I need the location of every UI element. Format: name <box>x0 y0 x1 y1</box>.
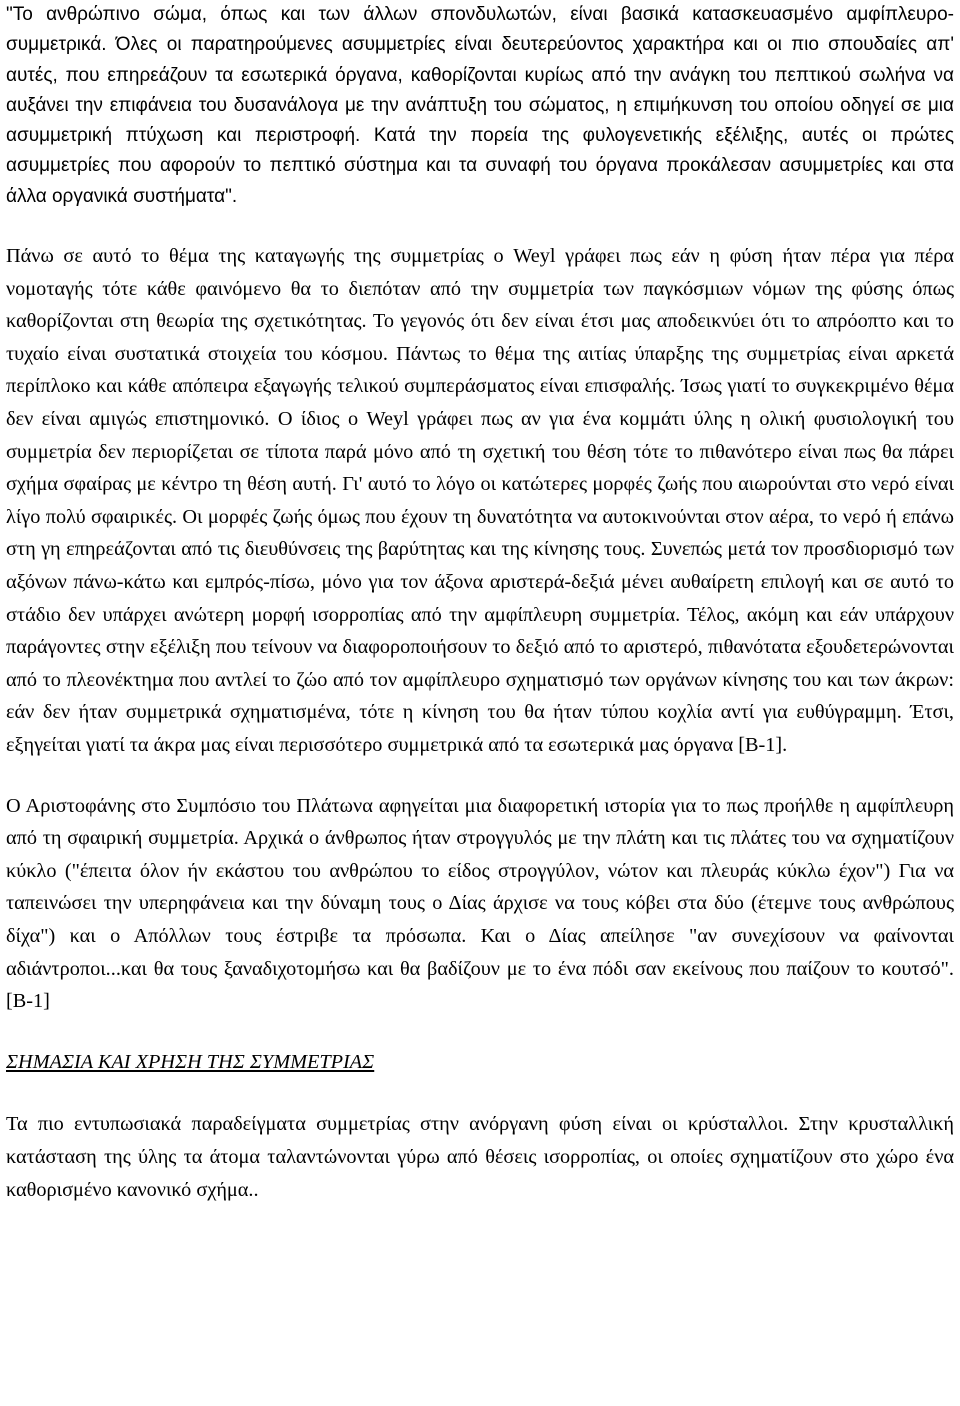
crystals-paragraph: Τα πιο εντυπωσιακά παραδείγματα συμμετρίας στην ανόργανη φύση είναι οι κρύσταλλοι. Στην κρυσταλλική κατάσταση της ύλης τα άτομα ταλαντώνονται γύρω από θέσεις ισορροπίας, οι οποίες σχηματίζουν στο χώρο ένα καθορισμένο κανονικό σχήμα.. <box>6 1113 954 1201</box>
section-heading: ΣΗΜΑΣΙΑ ΚΑΙ ΧΡΗΣΗ ΤΗΣ ΣΥΜΜΕΤΡΙΑΣ <box>6 1050 375 1073</box>
aristophanes-paragraph: Ο Αριστοφάνης στο Συμπόσιο του Πλάτωνα αφηγείται μια διαφορετική ιστορία για το πως προήλθε η αμφίπλευρη από τη σφαιρική συμμετρία. Αρχικά ο άνθρωπος ήταν στρογγυλός με την πλάτη και τις πλάτες του να σχηματίζουν κύκλο ("έπειτα όλον ήν εκάστου του ανθρώπου το είδος στρογγύλον, νώτον και πλευράς κύκλω έχον") Για να ταπεινώσει την υπερηφάνεια και την δύναμη τους ο Δίας άρχισε να τους κόβει στα δύο (έτεμνε τους ανθρώπους δίχα") και ο Απόλλων τους έστριβε τα πρόσωπα. Και ο Δίας απείλησε "αν συνεχίσουν να φαίνονται αδιάντροποι...και θα τους ξαναδιχοτομήσω και θα βαδίζουν με το ένα πόδι σαν εκείνους που παίζουν το κουτσό".[Β-1] <box>6 794 954 1013</box>
quoted-paragraph: "Το ανθρώπινο σώμα, όπως και των άλλων σπονδυλωτών, είναι βασικά κατασκευασμένο αμφίπλευρο-συμμετρικά. Όλες οι παρατηρούμενες ασυμμετρίες είναι δευτερεύοντος χαρακτήρα και οι πιο σπουδαίες απ' αυτές, που επηρεάζουν τα εσωτερικά όργανα, καθορίζονται κυρίως από την ανάγκη του πεπτικού σωλήνα να αυξάνει την επιφάνεια του δυσανάλογα με την ανάπτυξη του σώματος, η επιμήκυνση του οποίου οδηγεί σε μια ασυμμετρική πτύχωση και περιστροφή. Κατά την πορεία της φυλογενετικής εξέλιξης, αυτές οι πρώτες ασυμμετρίες που αφορούν το πεπτικό σύστημα και τα συναφή του όργανα προκάλεσαν ασυμμετρίες και στα άλλα οργανικά συστήματα". <box>6 4 954 207</box>
weyl-paragraph: Πάνω σε αυτό το θέμα της καταγωγής της συμμετρίας ο Weyl γράφει πως εάν η φύση ήταν πέρα για πέρα νομοταγής τότε κάθε φαινόμενο θα το διεπόταν από την συμμετρία των παγκόσμιων νόμων της φύσης όπως καθορίζονται στη θεωρία της σχετικότητας. Το γεγονός ότι δεν είναι έτσι μας αποδεικνύει ότι το απρόοπτο και το τυχαίο είναι συστατικά στοιχεία του κόσμου. Πάντως το θέμα της αιτίας ύπαρξης της συμμετρίας είναι αρκετά περίπλοκο και κάθε απόπειρα εξαγωγής τελικού συμπεράσματος είναι επισφαλής. Ίσως γιατί το συγκεκριμένο θέμα δεν είναι αμιγώς επιστημονικό. Ο ίδιος ο Weyl γράφει πως αν για ένα κομμάτι ύλης η ολική φυσιολογική του συμμετρία δεν περιορίζεται σε τίποτα παρά μόνο από τη σχετική του θέση τότε το πιθανότερο είναι πως θα πάρει σχήμα σφαίρας με κέντρο τη θέση αυτή. Γι' αυτό το λόγο οι κατώτερες μορφές ζωής που αιωρούνται στο νερό είναι λίγο πολύ σφαιρικές. Οι μορφές ζωής όμως που έχουν τη δυνατότητα να αυτοκινούνται στον αέρα, το νερό ή επάνω στη γη επηρεάζονται από τις διευθύνσεις της βαρύτητας και της κίνησης τους. Συνεπώς μετά τον προσδιορισμό των αξόνων πάνω-κάτω και εμπρός-πίσω, μόνο για τον άξονα αριστερά-δεξιά μένει αυθαίρετη επιλογή και σε αυτό το στάδιο δεν υπάρχει ανώτερη μορφή ισορροπίας από την αμφίπλευρη συμμετρία. Τέλος, ακόμη και εάν υπάρχουν παράγοντες στην εξέλιξη που τείνουν να διαφοροποιήσουν το δεξιό από το αριστερό, πιθανότατα εξουδετερώνονται από το πλεονέκτημα που αντλεί το ζώο από τον αμφίπλευρο σχηματισμό των οργάνων κίνησης του και των άκρων: εάν δεν ήταν συμμετρικά σχηματισμένα, τότε η κίνηση του θα ήταν τύπου κοχλία αντί για ευθύγραμμη. Έτσι, εξηγείται γιατί τα άκρα μας είναι περισσότερο συμμετρικά από τα εσωτερικά μας όργανα [Β-1]. <box>6 245 954 756</box>
